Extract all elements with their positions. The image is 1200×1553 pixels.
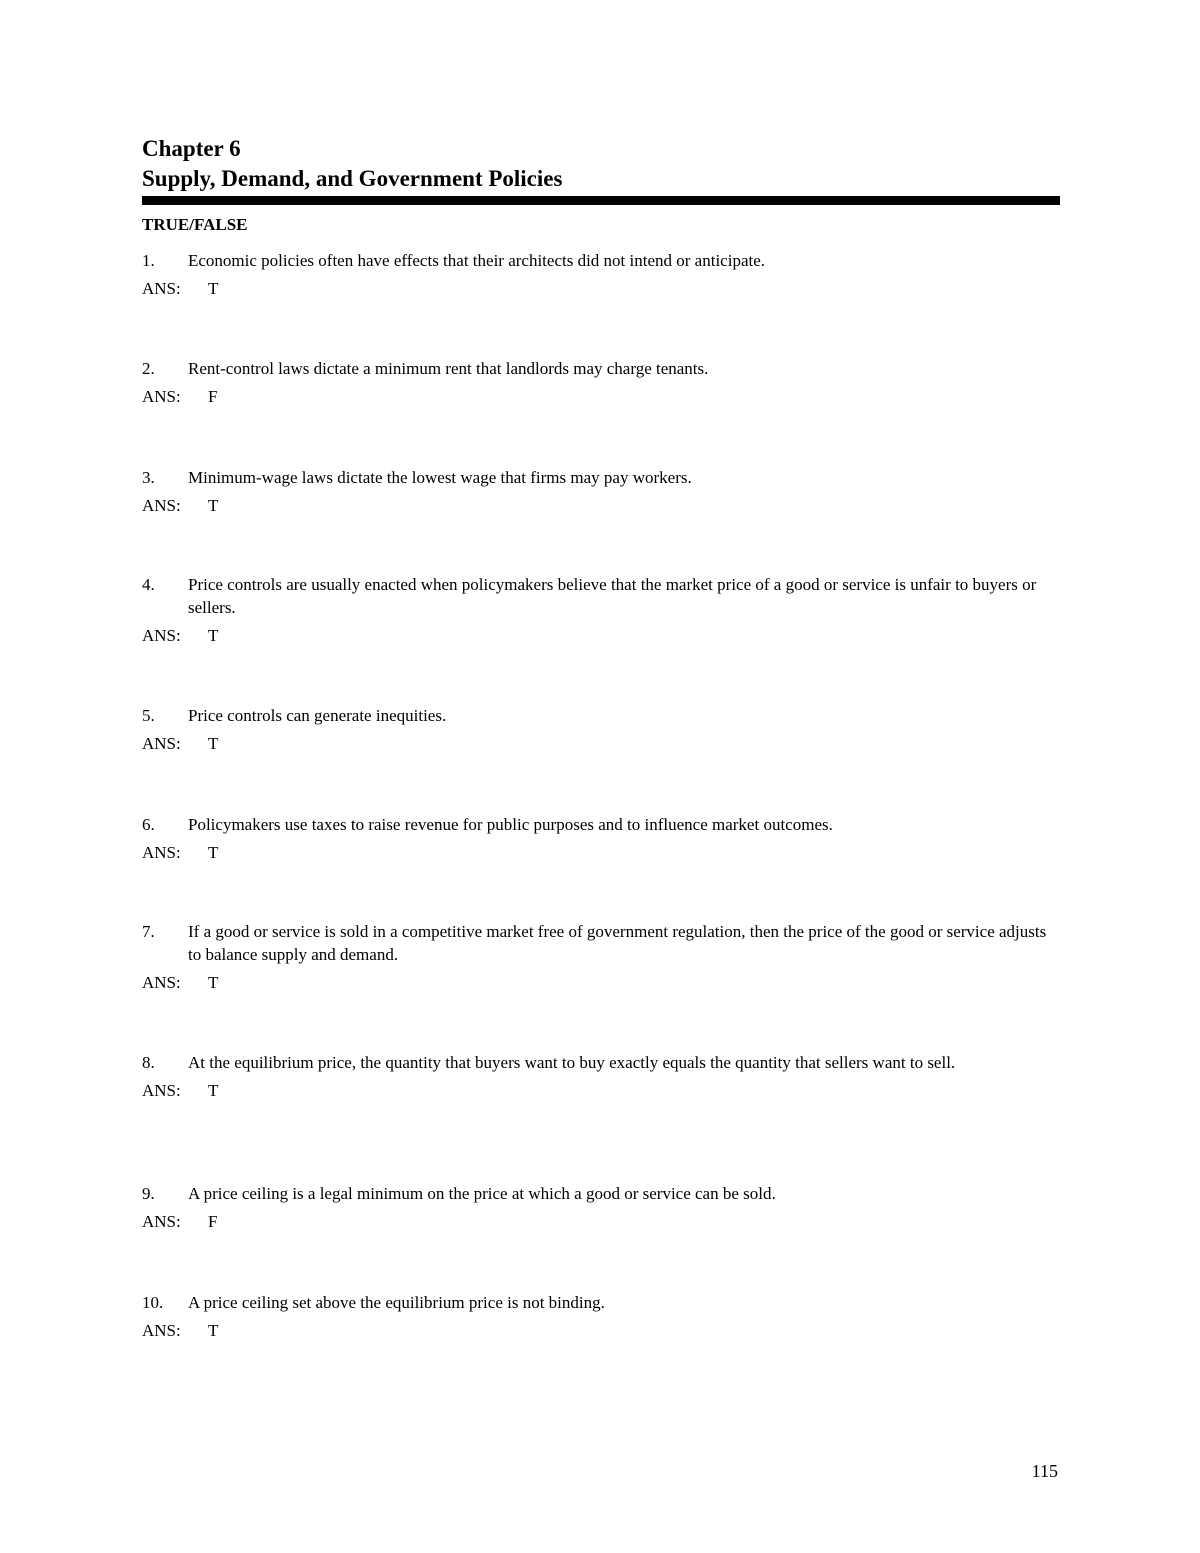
chapter-title: Chapter 6 bbox=[142, 136, 241, 161]
question-number: 8. bbox=[142, 1053, 155, 1072]
question-item bbox=[142, 813, 1060, 864]
question-number: 5. bbox=[142, 706, 155, 725]
question-text: Minimum-wage laws dictate the lowest wage that firms may pay workers. bbox=[188, 468, 692, 487]
answer-value: T bbox=[208, 496, 219, 515]
answer-label: ANS: bbox=[142, 734, 181, 753]
question-number: 6. bbox=[142, 815, 155, 834]
answer-label: ANS: bbox=[142, 1321, 181, 1340]
question-text: Policymakers use taxes to raise revenue for public purposes and to influence market outcomes. bbox=[188, 815, 833, 834]
question-item bbox=[142, 573, 1060, 647]
question-text: A price ceiling set above the equilibrium price is not binding. bbox=[188, 1293, 605, 1312]
answer-value: T bbox=[208, 279, 219, 298]
header-rule bbox=[142, 196, 1060, 205]
question-number: 9. bbox=[142, 1184, 155, 1203]
question-item bbox=[142, 1291, 1060, 1342]
question-number: 1. bbox=[142, 251, 155, 270]
chapter-subtitle: Supply, Demand, and Government Policies bbox=[142, 166, 563, 191]
answer-label: ANS: bbox=[142, 496, 181, 515]
answer-label: ANS: bbox=[142, 626, 181, 645]
answer-value: T bbox=[208, 973, 219, 992]
question-number: 10. bbox=[142, 1293, 164, 1312]
question-item bbox=[142, 249, 1060, 300]
question-number: 2. bbox=[142, 359, 155, 378]
question-item bbox=[142, 357, 1060, 408]
answer-label: ANS: bbox=[142, 1081, 181, 1100]
question-item bbox=[142, 704, 1060, 755]
question-item bbox=[142, 1051, 1060, 1102]
question-number: 7. bbox=[142, 922, 155, 941]
answer-label: ANS: bbox=[142, 279, 181, 298]
chapter-header bbox=[142, 134, 1060, 205]
answer-label: ANS: bbox=[142, 1212, 181, 1231]
answer-value: F bbox=[208, 387, 218, 406]
answer-label: ANS: bbox=[142, 973, 181, 992]
question-text: Price controls are usually enacted when policymakers believe that the market price of a good or service is unfair to buyers or sellers. bbox=[188, 575, 1037, 617]
section-heading: TRUE/FALSE bbox=[142, 215, 248, 234]
question-item bbox=[142, 466, 1060, 517]
answer-value: T bbox=[208, 843, 219, 862]
question-text: A price ceiling is a legal minimum on the price at which a good or service can be sold. bbox=[188, 1184, 776, 1203]
answer-value: T bbox=[208, 1081, 219, 1100]
answer-value: F bbox=[208, 1212, 218, 1231]
question-text: Economic policies often have effects that their architects did not intend or anticipate. bbox=[188, 251, 766, 270]
question-text: Rent-control laws dictate a minimum rent that landlords may charge tenants. bbox=[188, 359, 709, 378]
question-text: If a good or service is sold in a competitive market free of government regulation, then the price of the good or service adjusts to balance supply and demand. bbox=[188, 922, 1047, 964]
answer-label: ANS: bbox=[142, 843, 181, 862]
question-text: Price controls can generate inequities. bbox=[188, 706, 447, 725]
question-text: At the equilibrium price, the quantity that buyers want to buy exactly equals the quantity that sellers want to sell. bbox=[188, 1053, 956, 1072]
question-item bbox=[142, 1182, 1060, 1233]
question-number: 3. bbox=[142, 468, 155, 487]
answer-value: T bbox=[208, 626, 219, 645]
page-number: 115 bbox=[1031, 1461, 1058, 1481]
question-number: 4. bbox=[142, 575, 155, 594]
answer-value: T bbox=[208, 1321, 219, 1340]
answer-value: T bbox=[208, 734, 219, 753]
question-item bbox=[142, 920, 1060, 994]
answer-label: ANS: bbox=[142, 387, 181, 406]
